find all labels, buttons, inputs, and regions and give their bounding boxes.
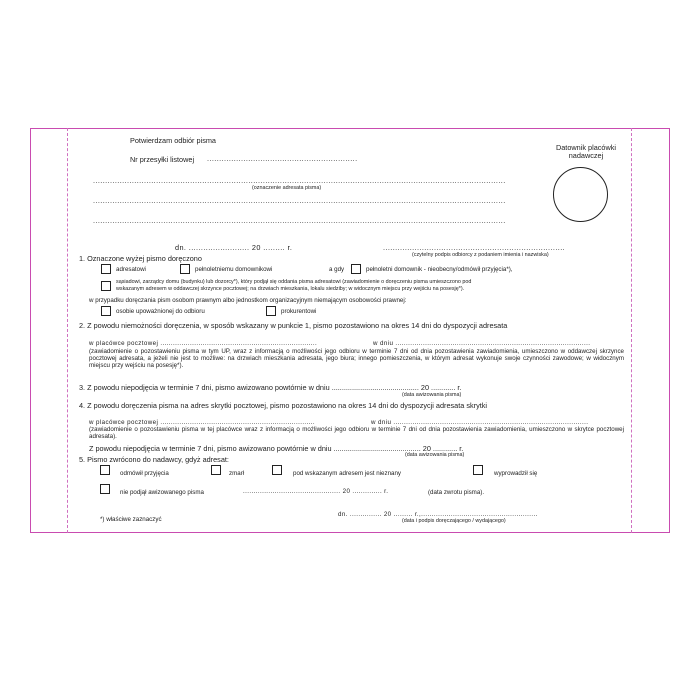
recipient-signature-field[interactable]: ........................................................................... (383, 243, 566, 252)
checkbox-authorized-person[interactable] (101, 306, 111, 316)
stamp-title: Datownik placówki nadawczej (555, 143, 617, 161)
receipt-date-field[interactable]: dn. ......................... 20 ......... r. (175, 243, 293, 252)
return-date-caption: (data zwrotu pisma). (428, 489, 485, 496)
checkbox-addressee[interactable] (101, 264, 111, 274)
addressee-line-2[interactable]: .......................................................................................................................................................................... (93, 196, 506, 205)
parcel-number-label: Nr przesyłki listowej (130, 155, 195, 164)
section-4-date-field[interactable]: w dniu ............................................................................................ (371, 419, 589, 426)
footnote: *) właściwe zaznaczyć (100, 516, 162, 523)
checkbox-adult-member[interactable] (180, 264, 190, 274)
label-when: a gdy (329, 266, 345, 273)
checkbox-unknown[interactable] (272, 465, 282, 475)
checkbox-not-collected[interactable] (100, 484, 110, 494)
label-died: zmarł (229, 470, 245, 477)
section-3-caption: (data awizowania pisma) (402, 392, 462, 398)
label-not-collected: nie podjął awizowanego pisma (120, 489, 204, 496)
section-2-line-1: 2. Z powodu niemożności doręczenia, w sposób wskazany w punkcie 1, pismo pozostawiono na okres 14 dni do dyspozycji adresata (79, 321, 508, 330)
section-2-note: (zawiadomienie o pozostawieniu pisma w tym UP, wraz z informacją o możliwości jego odbioru w terminie 7 dni od dnia pozostawienia zawiadomienia, umieszczono w oddawczej skrzynce pocztowej adresata, a jeżeli nie jest to możliwe: na drzwiach mieszkania adresata, jego biura; innego pomieszczenia, w którym adresat wykonuje swoje czynności zawodowe; w widocznym miejscu przy wejściu na posesję*). (89, 348, 624, 370)
section-3-line: 3. Z powodu niepodjęcia w terminie 7 dni, pismo awizowano powtórnie w dniu ........................................... 20 ............ r. (79, 383, 462, 392)
label-adult-member: pełnoletniemu domownikowi (195, 266, 273, 273)
label-addressee: adresatowi (116, 266, 146, 273)
section-5-title: 5. Pismo zwrócono do nadawcy, gdyż adresat: (79, 455, 229, 464)
deliverer-date-signature-field[interactable]: dn. ............... 20 ......... r.,....................................................... (338, 511, 538, 518)
checkbox-refused[interactable] (100, 465, 110, 475)
parcel-number-field[interactable]: .............................................................. (207, 154, 358, 163)
label-moved: wyprowadził się (494, 470, 538, 477)
section-4-post-office-field[interactable]: w placówce pocztowej ......................................................................... (89, 419, 316, 426)
label-refused: odmówił przyjęcia (120, 470, 169, 477)
checkbox-neighbor[interactable] (101, 281, 111, 291)
checkbox-died[interactable] (211, 465, 221, 475)
label-adult-absent: pełnoletni domownik - nieobecny/odmówił przyjęcia*), (366, 266, 513, 273)
label-unknown: pod wskazanym adresem jest nieznany (293, 470, 401, 477)
deliverer-caption: (data i podpis doręczającego / wydającego) (402, 518, 506, 524)
perforation-right (631, 128, 632, 533)
section-4-reminder-line: Z powodu niepodjęcia w terminie 7 dni, pismo awizowano powtórnie w dniu ........................................... 20 ............ r. (89, 444, 464, 453)
section-2-post-office-field[interactable]: w placówce pocztowej .......................................................................... (89, 340, 318, 347)
label-neighbor-line-1: sąsiadowi, zarządcy domu (budynku) lub dozorcy*), który podjął się oddania pisma adresatowi (zawiadomienie o doręczeniu pisma umieszczono pod (116, 279, 472, 285)
label-neighbor-line-2: wskazanym adresem w oddawczej skrzynce pocztowej; na drzwiach mieszkania, lokalu siedziby; w widocznym miejscu przy wejściu na posesję*). (116, 286, 465, 292)
section-1-title: 1. Oznaczone wyżej pismo doręczono (79, 254, 202, 263)
perforation-left (67, 128, 68, 533)
checkbox-moved[interactable] (473, 465, 483, 475)
return-date-field[interactable]: .............................................. 20 .............. r. (243, 488, 389, 495)
addressee-caption: (oznaczenie adresata pisma) (252, 185, 322, 191)
postmark-circle (553, 167, 608, 222)
legal-entity-note: w przypadku doręczania pism osobom prawnym albo jednostkom organizacyjnym niemającym osobowości prawnej: (89, 297, 407, 304)
checkbox-adult-absent[interactable] (351, 264, 361, 274)
section-2-date-field[interactable]: w dniu ............................................................................................ (373, 340, 591, 347)
section-4-line-1: 4. Z powodu doręczenia pisma na adres skrytki pocztowej, pismo pozostawiono na okres 14 dni do dyspozycji adresata skrytki (79, 401, 488, 410)
signature-caption: (czytelny podpis odbiorcy z podaniem imienia i nazwiska) (412, 252, 549, 258)
section-4-caption: (data awizowania pisma) (405, 452, 465, 458)
label-authorized-person: osobie upoważnionej do odbioru (116, 308, 205, 315)
checkbox-proxy[interactable] (266, 306, 276, 316)
section-4-note: (zawiadomienie o pozostawieniu pisma w tej placówce wraz z informacją o możliwości jego odbioru w terminie 7 dni od dnia pozostawienia zawiadomienia, umieszczono w skrytce pocztowej adresata). (89, 426, 624, 441)
confirm-title: Potwierdzam odbiór pisma (130, 136, 216, 145)
addressee-line-3[interactable]: .......................................................................................................................................................................... (93, 216, 506, 225)
label-proxy: prokurentowi (281, 308, 317, 315)
addressee-line-1[interactable]: .......................................................................................................................................................................... (93, 176, 506, 185)
